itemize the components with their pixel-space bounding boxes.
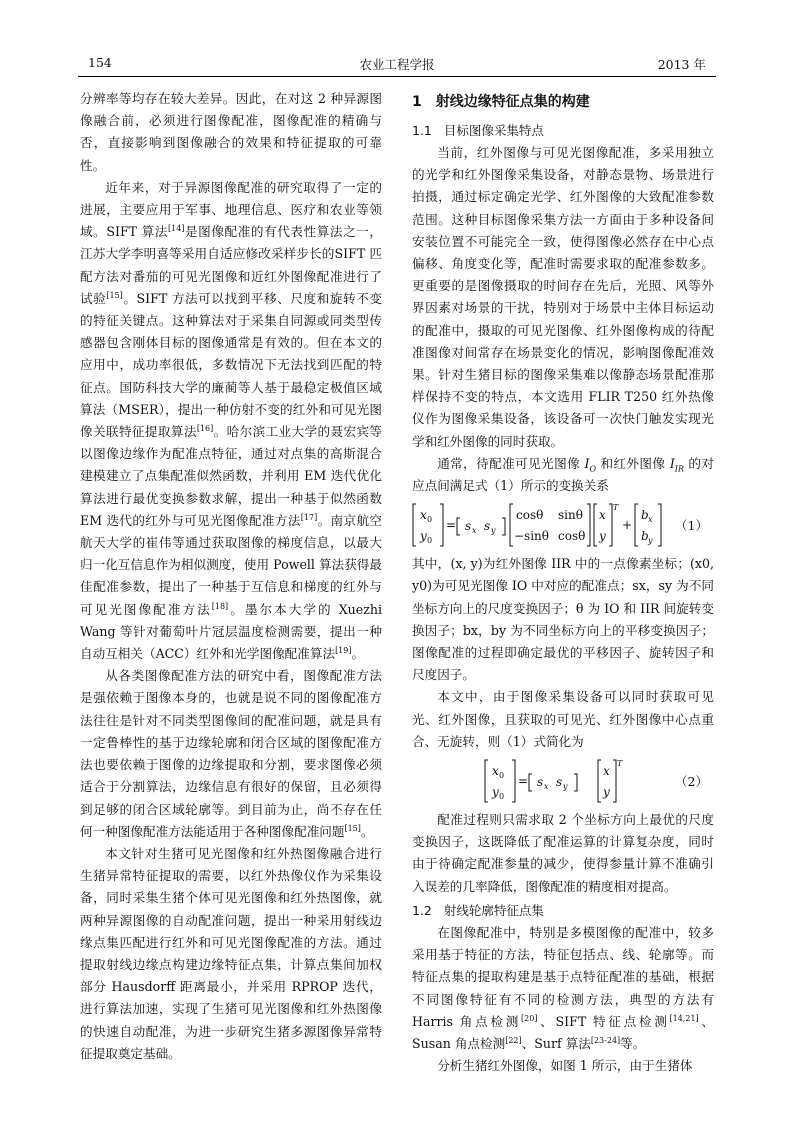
right-column (412, 88, 714, 1077)
svg-text:y: y (563, 782, 568, 792)
svg-text:y: y (491, 526, 496, 536)
svg-text:y: y (599, 529, 606, 544)
paragraph: 本文针对生猪可见光图像和红外热图像融合进行生猪异常特征提取的需要，以红外热像仪作为采集设备，同时采集生猪个体可见光图像和红外热图像，就两种异源图像的自动配准问题，提出一种采用射线边缘点集匹配进行红外和可见光图像配准的方法。通过提取射线边缘点构建边缘特征点集，计算点集间加权部分 Hausdorff 距离最小，并采用 RPROP 迭代，进行算法加速，实现了生猪可见光图像和红外热图像的快速自动配准，为进一步研究生猪多源图像异常特征提取奠定基础。 (80, 845, 382, 1061)
svg-text:y: y (492, 785, 499, 800)
subsection-heading: 1.2 射线轮廓特征点集 (412, 902, 544, 918)
equation-number: （2） (675, 774, 708, 790)
svg-text:x: x (420, 508, 427, 523)
citation: [19] (335, 645, 352, 655)
svg-text:=: = (446, 518, 457, 533)
svg-text:x: x (472, 526, 477, 536)
equation-2 (412, 757, 714, 805)
citation: [18] (211, 601, 229, 611)
svg-text:0: 0 (499, 792, 505, 802)
svg-text:x: x (492, 764, 499, 779)
citation: [17] (300, 512, 318, 522)
citation: [22] (505, 1035, 522, 1045)
citation: [14] (168, 224, 185, 234)
svg-text:0: 0 (427, 536, 433, 546)
citation: [14,21] (669, 1013, 699, 1023)
equation-2-graphic (484, 757, 644, 805)
svg-text:y: y (420, 529, 427, 544)
paragraph: 在图像配准中，特别是多模图像的配准中，较多采用基于特征的方法，特征包括点、线、轮廓等。而特征点集的提取构建是基于点特征配准的基础，根据不同图像特征有不同的检测方法，典型的方法有 Harris 角点检测[20]、SIFT 特征点检测[14,21]、Susan 角点检测[22]、Surf 算法[23-24]等。 (412, 924, 715, 1051)
page-number: 154 (88, 55, 112, 70)
svg-text:cosθ: cosθ (516, 508, 544, 523)
publication-year: 2013 年 (657, 57, 706, 72)
paragraph: 本文中，由于图像采集设备可以同时获取可见光、红外图像，且获取的可见光、红外图像中心点重合、无旋转，则（1）式简化为 (412, 689, 714, 749)
svg-text:b: b (641, 508, 649, 523)
svg-text:cosθ: cosθ (558, 529, 586, 544)
svg-text:−sinθ: −sinθ (514, 529, 550, 544)
equation-1-graphic (412, 501, 682, 549)
paragraph: 当前，红外图像与可见光图像配准，多采用独立的光学和红外图像采集设备，对静态景物、场景进行拍摄，通过标定确定光学、红外图像的大致配准参数范围。这种目标图像采集方法一方面由于多种设备间安装位置不可能完全一致，使得图像必然存在中心点偏移、角度变化等，配准时需要求取的配准参数多。更重要的是图像摄取的时间存在先后，光照、风等外界因素对场景的干扰，特别对于场景中主体目标运动的配准中，摄取的可见光图像、红外图像构成的待配准图像对间常存在场景变化的情况，影响图像配准效果。针对生猪目标的图像采集难以像静态场景配准那样保持不变的特点，本文选用 FLIR T250 红外热像仪作为图像采集设备，该设备可一次快门触发实现光学和红外图像的同时获取。 (412, 145, 714, 449)
left-column (80, 88, 382, 1065)
paragraph: 配准过程则只需求取 2 个坐标方向上最优的尺度变换因子，这既降低了配准运算的计算复杂度，同时由于待确定配准参量的减少，使得参量计算不准确引入误差的几率降低，图像配准的精度相对提高。 (412, 812, 714, 894)
svg-text:+: + (622, 518, 633, 533)
svg-text:s: s (537, 775, 544, 790)
svg-text:s: s (484, 519, 491, 534)
svg-text:x: x (648, 515, 653, 525)
svg-text:=: = (518, 774, 529, 789)
svg-text:sinθ: sinθ (558, 508, 583, 523)
section-heading: 1 射线边缘特征点集的构建 (412, 94, 590, 110)
svg-text:0: 0 (499, 771, 505, 781)
header-rule (78, 76, 716, 77)
equation-1 (412, 501, 714, 549)
citation: [23-24] (590, 1035, 621, 1045)
svg-text:b: b (641, 529, 649, 544)
subsection-heading: 1.1 目标图像采集特点 (412, 123, 544, 138)
svg-text:x: x (603, 764, 610, 779)
page-header (88, 55, 706, 75)
svg-text:y: y (603, 785, 610, 800)
svg-text:T: T (613, 503, 619, 513)
journal-name: 农业工程学报 (359, 57, 435, 72)
paragraph: 近年来，对于异源图像配准的研究取得了一定的进展，主要应用于军事、地理信息、医疗和农业等领域。SIFT 算法[14]是图像配准的有代表性算法之一，江苏大学李明喜等采用自适应修改采样步长的SIFT 匹配方法对番茄的可见光图像和近红外图像配准进行了试验[15]。SIFT 方法可以找到平移、尺度和旋转不变的特征关键点。这种算法对于采集自同源或同类型传感器包含刚体目标的图像通常是有效的。但在本文的应用中，成功率很低，多数情况下无法找到匹配的特征点。国防科技大学的廉蔺等人基于最稳定极值区域算法（MSER），提出一种仿射不变的红外和可见光图像关联特征提取算法[16]。哈尔滨工业大学的聂宏宾等以图像边缘作为配准点特征，通过对点集的高斯混合建模建立了点集配准似然函数，并利用 EM 迭代优化算法进行最优变换参数求解，提出一种基于似然函数 EM 迭代的红外与可见光图像配准方法[17]。南京航空航天大学的崔伟等通过获取图像的梯度信息，以最大归一化互信息作为相似测度，使用 Powell 算法获得最佳配准参数，提出了一种基于互信息和梯度的红外与可见光图像配准方法[18]。墨尔本大学的 Xuezhi Wang 等针对葡萄叶片冠层温度检测需要，提出一种自动互相关（ACC）红外和光学图像配准算法[19]。 (80, 179, 383, 662)
paragraph: 分析生猪红外图像，如图 1 所示，由于生猪体 (437, 1058, 693, 1074)
citation: [15] (106, 290, 123, 300)
svg-text:T: T (617, 759, 623, 769)
svg-text:x: x (599, 508, 606, 523)
paragraph: 通常，待配准可见光图像 $I_O$ 和红外图像 $I_{IR}$ 的对应点间满足式（1）所示的变换关系 (412, 455, 714, 494)
equation-number: （1） (675, 518, 708, 534)
citation: [15] (344, 823, 361, 833)
paragraph: 从各类图像配准方法的研究中看，图像配准方法是强依赖于图像本身的，也就是说不同的图像配准方法往往是针对不同类型图像间的配准问题，就是具有一定鲁棒性的基于边缘轮廓和闭合区域的图像配准方法也要依赖于图像的边缘提取和分割，要求图像必须适合于分割算法，边缘信息有很好的保留，且必须得到足够的闭合区域轮廓等。到目前为止，尚不存在任何一种图像配准方法能适用于各种图像配准问题[15]。 (80, 668, 382, 839)
svg-text:y: y (648, 536, 653, 546)
svg-text:x: x (544, 782, 549, 792)
citation: [20] (521, 1013, 538, 1023)
svg-text:0: 0 (427, 515, 433, 525)
svg-text:s: s (465, 519, 472, 534)
paragraph: 其中，(x, y)为红外图像 IIR 中的一点像素坐标；(x0, y0)为可见光图像 IO 中对应的配准点；sx，sy 为不同坐标方向上的尺度变换因子；θ 为 IO 和 IIR 间旋转变换因子；bx，by 为不同坐标方向上的平移变换因子；图像配准的过程即确定最优的平移因子、旋转因子和尺度因子。 (412, 556, 714, 683)
paragraph: 分辨率等均存在较大差异。因此，在对这 2 种异源图像融合前，必须进行图像配准，图像配准的精确与否，直接影响到图像融合的效果和特征提取的可靠性。 (80, 91, 382, 173)
svg-text:s: s (556, 775, 563, 790)
citation: [16] (196, 423, 214, 433)
